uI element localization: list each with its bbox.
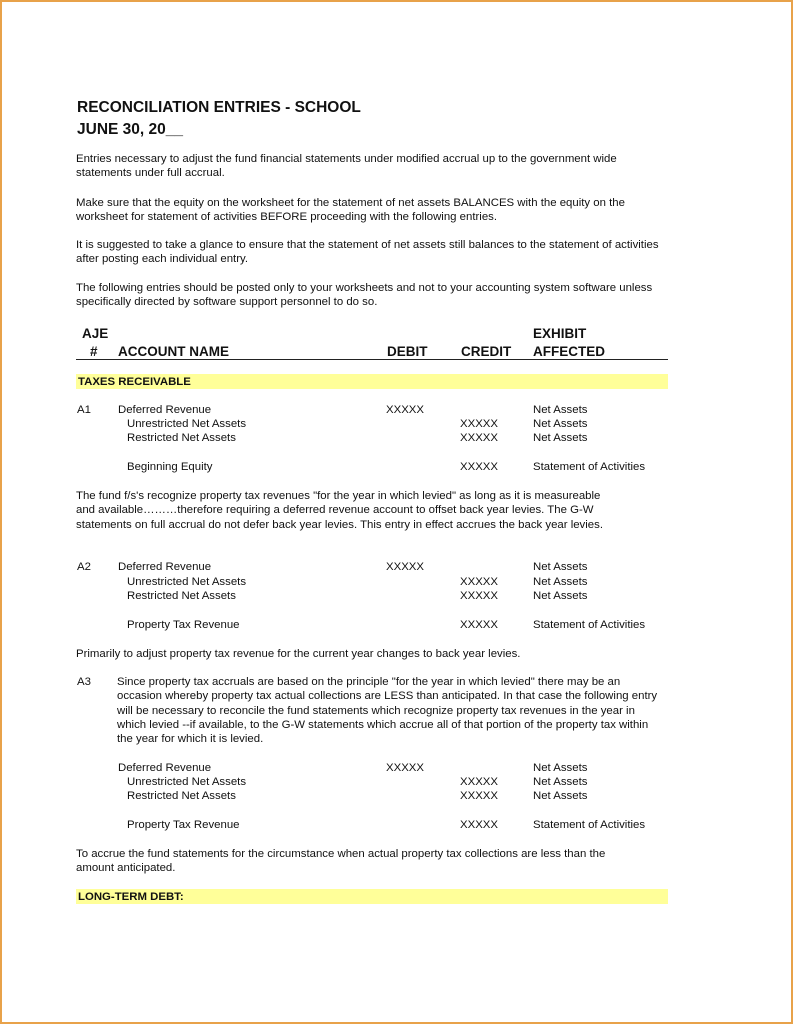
credit-value: XXXXX: [460, 776, 498, 788]
account-name: Restricted Net Assets: [127, 790, 236, 802]
header-account-name: ACCOUNT NAME: [118, 344, 229, 359]
header-affected: AFFECTED: [533, 344, 605, 359]
section-band-long-term-debt: [76, 889, 668, 904]
intro-paragraph: Make sure that the equity on the worksheet for the statement of net assets BALANCES with the equity on the worksheet for statement of activities BEFORE proceeding with the following entries.: [76, 197, 625, 224]
entry-description: Since property tax accruals are based on the principle "for the year in which levied" there may be an occasion whereby property tax actual collections are LESS than anticipated. In that case the following entry will be necessary to reconcile the fund statements which recognize property tax revenues in the year in which levied --if available, to the G-W statements which accrue all of that portion of the property tax within the year for which it is levied.: [117, 676, 658, 746]
page-subtitle: JUNE 30, 20__: [77, 121, 183, 138]
header-credit: CREDIT: [461, 344, 512, 359]
credit-value: XXXXX: [460, 432, 498, 444]
intro-paragraph: Entries necessary to adjust the fund financial statements under modified accrual up to the government wide statements under full accrual.: [76, 153, 617, 180]
account-name: Deferred Revenue: [118, 561, 212, 573]
exhibit-value: Net Assets: [533, 404, 588, 416]
section-title: TAXES RECEIVABLE: [78, 376, 191, 388]
credit-value: XXXXX: [460, 790, 498, 802]
exhibit-value: Net Assets: [533, 432, 588, 444]
aje-id: A3: [77, 676, 91, 688]
section-title: LONG-TERM DEBT:: [78, 891, 184, 903]
exhibit-value: Net Assets: [533, 762, 588, 774]
aje-id: A2: [77, 561, 91, 573]
exhibit-value: Net Assets: [533, 590, 588, 602]
exhibit-value: Statement of Activities: [533, 461, 646, 473]
account-name: Restricted Net Assets: [127, 590, 236, 602]
header-exhibit: EXHIBIT: [533, 326, 587, 341]
intro-paragraph: The following entries should be posted only to your worksheets and not to your accounting system software unless specifically directed by software support personnel to do so.: [76, 282, 653, 309]
header-debit: DEBIT: [387, 344, 428, 359]
account-name: Unrestricted Net Assets: [127, 776, 247, 788]
entry-note: Primarily to adjust property tax revenue for the current year changes to back year levies.: [76, 648, 521, 660]
exhibit-value: Net Assets: [533, 776, 588, 788]
header-aje-number: #: [90, 344, 98, 359]
intro-paragraph: It is suggested to take a glance to ensure that the statement of net assets still balances to the statement of activities after posting each individual entry.: [76, 239, 659, 266]
entry-note: The fund f/s's recognize property tax revenues "for the year in which levied" as long as it is measureable and available………therefore requiring a deferred revenue account to offset back year levies. The G-W statements on full accrual do not defer back year levies. This entry in effect accrues the back year levies.: [76, 490, 603, 531]
credit-value: XXXXX: [460, 590, 498, 602]
credit-value: XXXXX: [460, 819, 498, 831]
header-rule: [76, 359, 668, 360]
header-aje: AJE: [82, 326, 109, 341]
debit-value: XXXXX: [386, 561, 424, 573]
debit-value: XXXXX: [386, 762, 424, 774]
account-name: Property Tax Revenue: [127, 819, 240, 831]
aje-id: A1: [77, 404, 91, 416]
account-name: Unrestricted Net Assets: [127, 576, 247, 588]
exhibit-value: Net Assets: [533, 561, 588, 573]
account-name: Deferred Revenue: [118, 404, 212, 416]
entry-note: To accrue the fund statements for the circumstance when actual property tax collections are less than the amount anticipated.: [76, 848, 606, 875]
debit-value: XXXXX: [386, 404, 424, 416]
account-name: Deferred Revenue: [118, 762, 212, 774]
exhibit-value: Net Assets: [533, 790, 588, 802]
exhibit-value: Statement of Activities: [533, 619, 646, 631]
exhibit-value: Net Assets: [533, 418, 588, 430]
section-band-taxes-receivable: [76, 374, 668, 389]
account-name: Beginning Equity: [127, 461, 213, 473]
credit-value: XXXXX: [460, 418, 498, 430]
page-title: RECONCILIATION ENTRIES - SCHOOL: [77, 99, 361, 116]
account-name: Unrestricted Net Assets: [127, 418, 247, 430]
exhibit-value: Statement of Activities: [533, 819, 646, 831]
credit-value: XXXXX: [460, 576, 498, 588]
credit-value: XXXXX: [460, 461, 498, 473]
exhibit-value: Net Assets: [533, 576, 588, 588]
account-name: Property Tax Revenue: [127, 619, 240, 631]
account-name: Restricted Net Assets: [127, 432, 236, 444]
credit-value: XXXXX: [460, 619, 498, 631]
